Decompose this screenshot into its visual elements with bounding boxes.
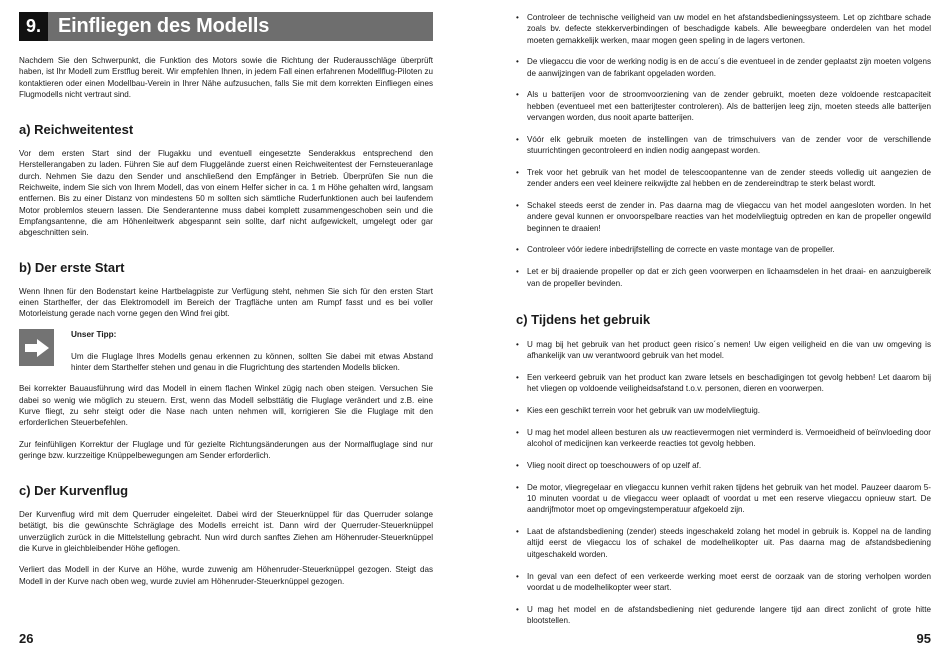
tip-box (19, 329, 433, 373)
erster-start-paragraph-1: Wenn Ihnen für den Bodenstart keine Hartbelagpiste zur Verfügung steht, nehmen Sie sich für den ersten Start einen Starthelfer, der das Elektromodell im Bereich der Tragfläche unten am Rumpf fasst und es bei voller Motorleistung gerade nach vorne gegen den Wind frei gibt. (19, 286, 433, 319)
left-column (19, 55, 433, 597)
list-item: • Laat de afstandsbediening (zender) steeds ingeschakeld zolang het model in gebruik is. Koppel na de landing altijd eerst de vliegaccu los of schakel de modelhelikopter uit. Pas daarna mag de afstandsbediening uitgeschakeld worden. (516, 526, 931, 560)
safety-list-general (516, 12, 931, 289)
page-number-right: 95 (916, 631, 931, 646)
list-item: • Een verkeerd gebruik van het product kan zware letsels en beschadigingen tot gevolg hebben! Let daarom bij het vliegen op voldoende veiligheidsafstand t.o.v. personen, dieren en voorwerpen. (516, 372, 931, 395)
erster-start-paragraph-2: Bei korrekter Bauausführung wird das Modell in einem flachen Winkel zügig nach oben steigen. Versuchen Sie dabei so wenig wie möglich zu steuern. Erst, wenn das Modell selbsttätig die Fluglage verändert und z.B. eine Kurve fliegt, zu sehr steigt oder die Nase nach unten nehmen will, korrigieren Sie die Fluglage mit den erforderlichen Steuerbefehlen. (19, 384, 433, 428)
list-item: • U mag het model en de afstandsbediening niet gedurende langere tijd aan direct zonlicht of grote hitte blootstellen. (516, 604, 931, 627)
list-item: • Trek voor het gebruik van het model de telescoopantenne van de zender steeds volledig uit aangezien de zender anders een veel kleinere reikwijdte zal hebben en de zendereindtrap te sterk belast wordt. (516, 167, 931, 190)
right-page (475, 0, 950, 651)
right-column (516, 12, 931, 637)
reichweitentest-paragraph: Vor dem ersten Start sind der Flugakku und eventuell eingesetzte Senderakkus entsprechend den Herstellerangaben zu laden. Führen Sie auf dem Fluggelände zuerst einen Reichweitentest der Fernsteueranlage durch. Nehmen Sie dazu den Sender und anschließend den Empfänger in Betrieb. Überprüfen Sie nun die Reichweite, indem Sie sich von Ihrem Modell, das von einem Helfer sicher in ca. 1 m Höhe gehalten wird, langsam entfernen. Bis zu einer Distanz von mindestens 50 m sollten sich sämtliche Ruderfunktionen auch bei laufendem Motor problemlos steuern lassen. Die Senderantenne muss dabei komplett zusammengeschoben sein und die Empfangsantenne, die am Höhenleitwerk abgespannt sein sollte, darf nicht aufgewickelt, umgelegt oder gar abgeschnitten sein. (19, 149, 433, 238)
tip-title: Unser Tipp: (71, 330, 117, 340)
list-item: • Schakel steeds eerst de zender in. Pas daarna mag de vliegaccu van het model aangesloten worden. In het andere geval kunnen er onvoorspelbare reacties van het modelvliegtuig optreden en kan de propeller ongewild beginnen te draaien! (516, 200, 931, 234)
section-number: 9. (19, 12, 48, 41)
heading-kurvenflug: c) Der Kurvenflug (19, 483, 129, 499)
heading-tijdens-gebruik: c) Tijdens het gebruik (516, 311, 651, 327)
arrow-right-icon (19, 329, 54, 366)
tip-text: Um die Fluglage Ihres Modells genau erkennen zu können, sollten Sie dabei mit etwas Abstand hinter dem Starthelfer stehen und genau in die Flugrichtung des startenden Modells blicken. (71, 351, 433, 373)
list-item: • Vóór elk gebruik moeten de instellingen van de trimschuivers van de zender voor de verschillende stuurrichtingen gecontroleerd en indien nodig aangepast worden. (516, 134, 931, 157)
heading-erster-start: b) Der erste Start (19, 259, 125, 275)
heading-reichweitentest: a) Reichweitentest (19, 122, 134, 138)
erster-start-paragraph-3: Zur feinfühligen Korrektur der Fluglage und für gezielte Richtungsänderungen aus der Normalfluglage sind nur geringe bzw. kurzzeitige Knüppelbewegungen am Sender erforderlich. (19, 439, 433, 460)
section-header-bar (19, 12, 433, 41)
page-number-left: 26 (19, 631, 34, 646)
list-item: • De vliegaccu die voor de werking nodig is en de accu´s die eventueel in de zender geplaatst zijn moeten volgens de aanwijzingen van de fabrikant opgeladen worden. (516, 56, 931, 79)
intro-paragraph: Nachdem Sie den Schwerpunkt, die Funktion des Motors sowie die Richtung der Ruderausschläge überprüft haben, ist Ihr Modell zum Erstflug bereit. Wir empfehlen Ihnen, in jedem Fall einen erfahrenen Modellflug-Piloten zu kontaktieren oder einen Modellbau-Verein in Ihrer Nähe aufzusuchen, falls Sie mit dem korrekten Einfliegen eines Flugmodells nicht vertraut sind. (19, 56, 433, 99)
list-item: • De motor, vliegregelaar en vliegaccu kunnen verhit raken tijdens het gebruik van het model. Pauzeer daarom 5-10 minuten voordat u de vliegaccu weer oplaadt of voordat u met een reserve vliegaccu opnieuw start. De aandrijfmotor moet op omgevingstemperatuur afgekoeld zijn. (516, 482, 931, 516)
list-item: • Let er bij draaiende propeller op dat er zich geen voorwerpen en lichaamsdelen in het draai- en aanzuigbereik van de propeller bevinden. (516, 266, 931, 289)
tip-body (71, 329, 433, 373)
list-item: • U mag bij het gebruik van het product geen risico´s nemen! Uw eigen veiligheid en die van uw omgeving is afhankelijk van uw verantwoord gebruik van het model. (516, 339, 931, 362)
kurvenflug-paragraph-2: Verliert das Modell in der Kurve an Höhe, wurde zuwenig am Höhenruder-Steuerknüppel gezogen. Steigt das Modell in der Kurve nach oben weg, wurde zuviel am Höhenruder-Steuerknüppel gezogen. (19, 565, 433, 586)
safety-list-usage (516, 339, 931, 626)
list-item: • Controleer vóór iedere inbedrijfstelling de correcte en vaste montage van de propeller. (516, 244, 931, 255)
list-item: • Vlieg nooit direct op toeschouwers of op uzelf af. (516, 460, 931, 471)
list-item: • In geval van een defect of een verkeerde werking moet eerst de oorzaak van de storing verholpen worden voordat u de modelhelikopter weer start. (516, 571, 931, 594)
list-item: • Als u batterijen voor de stroomvoorziening van de zender gebruikt, moeten deze voldoende restcapaciteit hebben (eventueel met een batterijtester controleren). Als de batterijen leeg zijn, moeten steeds alle batterijen vervangen worden, dus nooit aparte batterijen. (516, 89, 931, 123)
list-item: • U mag het model alleen besturen als uw reactievermogen niet verminderd is. Vermoeidheid of beïnvloeding door alcohol of medicijnen kan verkeerde reacties tot gevolg hebben. (516, 427, 931, 450)
list-item: • Controleer de technische veiligheid van uw model en het afstandsbedieningssysteem. Let op zichtbare schade zoals bv. defecte stekkerverbindingen of beschadigde kabels. Alle beweegbare onderdelen van het model moeten gemakkelijk werken, maar mogen geen speling in de lagers vertonen. (516, 12, 931, 46)
section-title: Einfliegen des Modells (58, 15, 270, 37)
list-item: • Kies een geschikt terrein voor het gebruik van uw modelvliegtuig. (516, 405, 931, 416)
kurvenflug-paragraph-1: Der Kurvenflug wird mit dem Querruder eingeleitet. Dabei wird der Steuerknüppel für das Querruder solange betätigt, bis die gewünschte Schräglage des Modells erreicht ist. Dann wird der Querruder-Steuerknüppel unverzüglich zurück in die Mittelstellung gebracht. Nun wird durch sanftes Ziehen am Höhenruder-Steuerknüppel die Kurve in gleichbleibender Höhe geflogen. (19, 510, 433, 554)
